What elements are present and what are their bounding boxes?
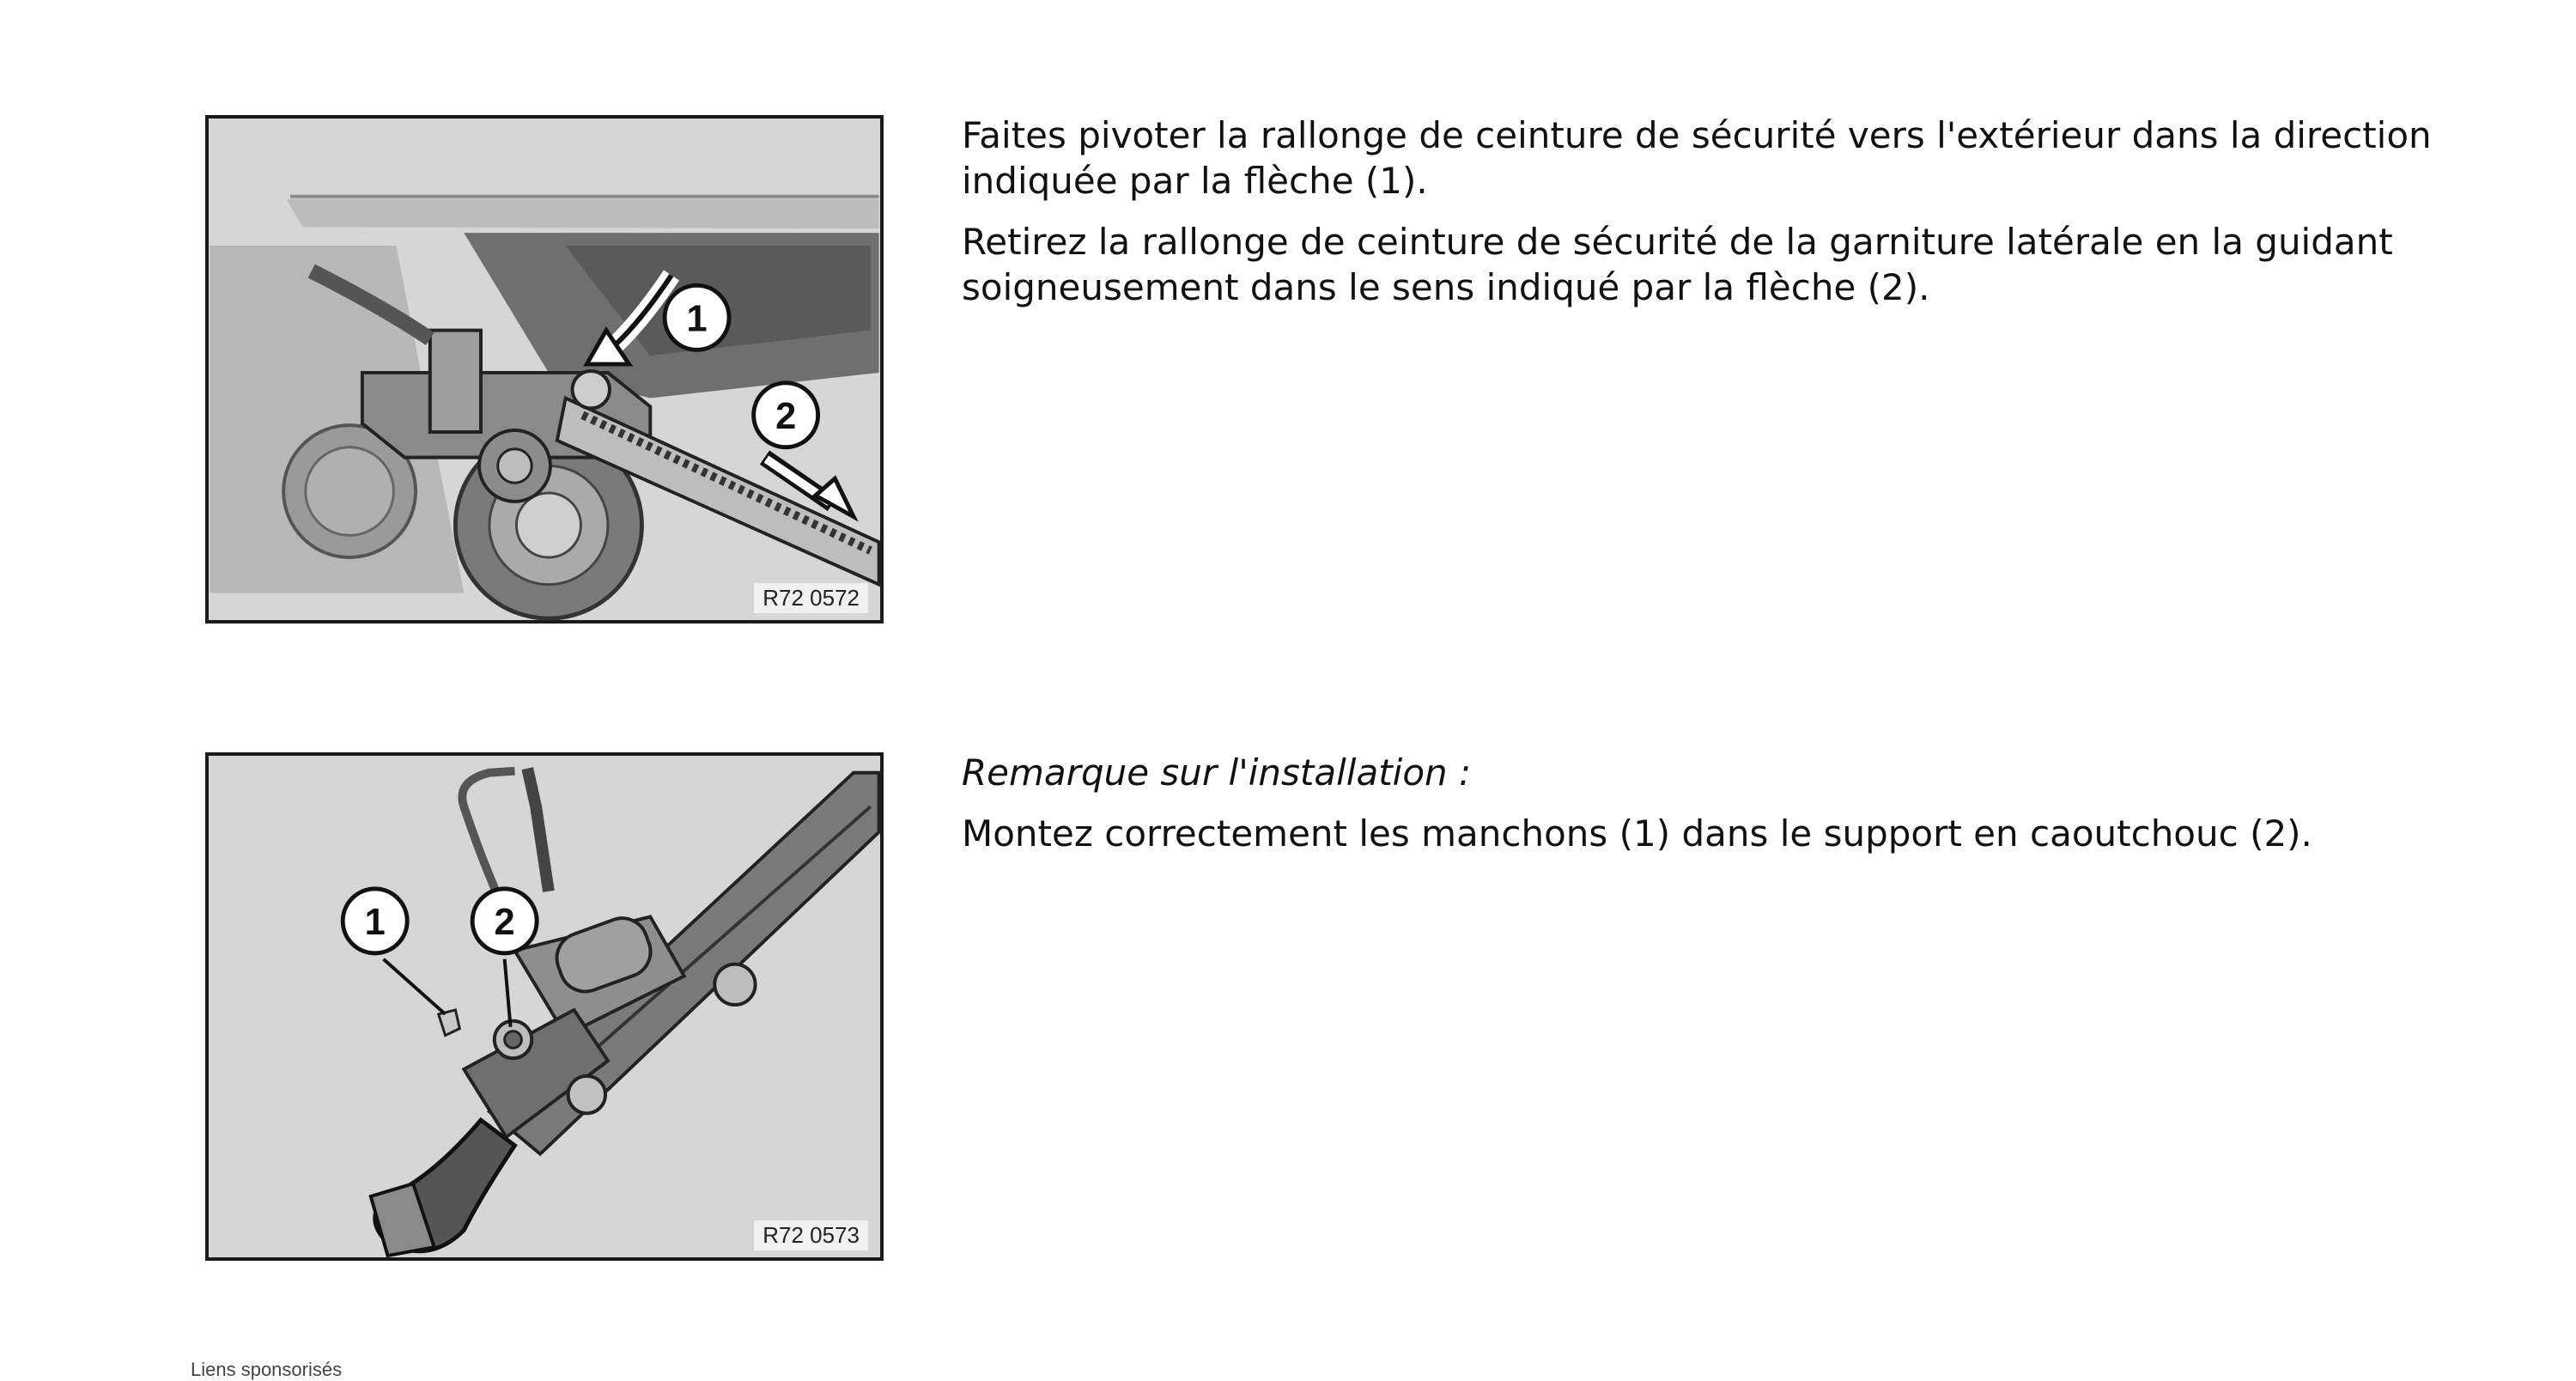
illustration-sleeve-installation	[209, 756, 880, 1257]
instruction-block-removal	[962, 113, 2439, 325]
instruction-paragraph-2: Retirez la rallonge de ceinture de sécurité de la garniture latérale en la guidant soigneusement dans le sens indiqué par la flèche (2).	[962, 221, 2393, 308]
figure-reference-code: R72 0573	[754, 1220, 868, 1250]
installation-note-text: Montez correctement les manchons (1) dans le support en caoutchouc (2).	[962, 812, 2312, 855]
instruction-paragraph-1: Faites pivoter la rallonge de ceinture de sécurité vers l'extérieur dans la direction indiquée par la flèche (1).	[962, 114, 2432, 202]
illustration-seatbelt-extender-removal	[209, 119, 880, 620]
callout-2-label: 2	[494, 902, 515, 944]
installation-note-heading: Remarque sur l'installation :	[962, 751, 1472, 794]
callout-2-label: 2	[775, 396, 797, 438]
figure-seatbelt-extender-removal	[205, 115, 884, 624]
callout-1-label: 1	[686, 298, 708, 340]
figure-reference-code: R72 0572	[754, 583, 868, 613]
sponsored-links-label: Liens sponsorisés	[191, 1359, 343, 1380]
callout-1-label: 1	[364, 902, 386, 944]
figure-sleeve-installation	[205, 752, 884, 1261]
installation-note-block	[962, 750, 2439, 872]
